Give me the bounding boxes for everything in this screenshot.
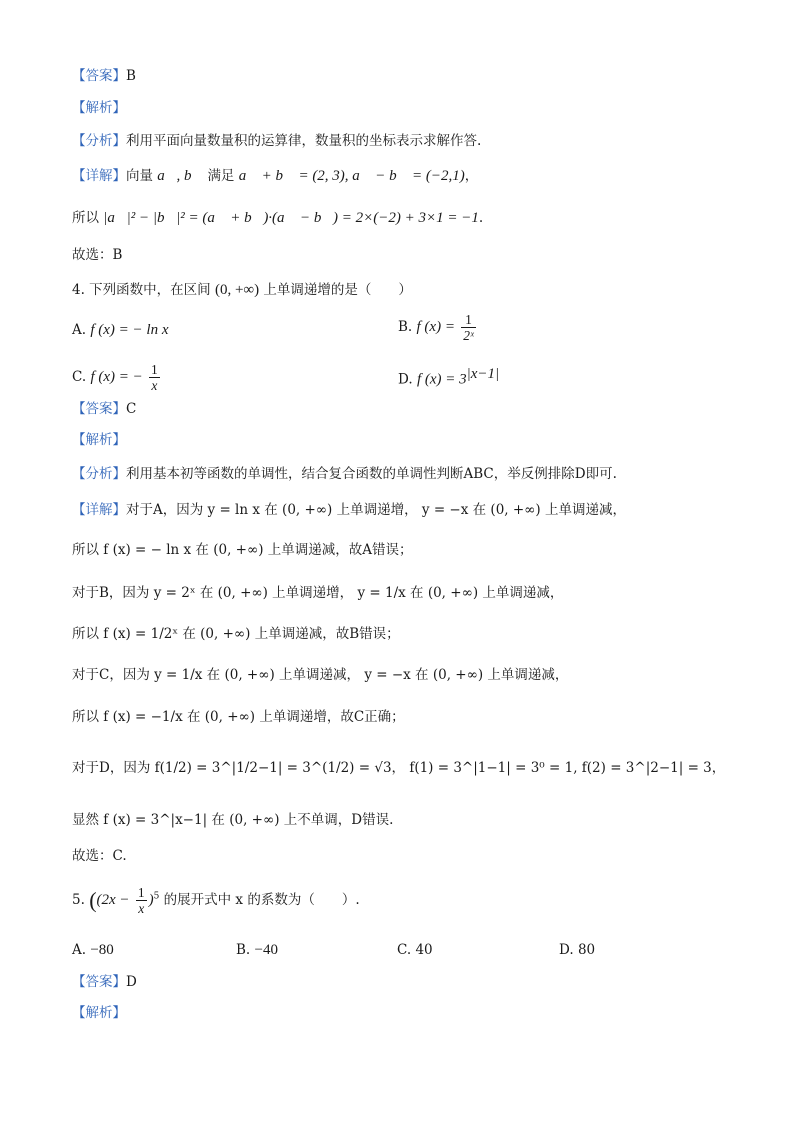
suoyi-end: .: [478, 210, 484, 226]
option-d-math: f (x) = 3: [416, 371, 467, 388]
q5-option-d-label: D.: [559, 942, 574, 958]
detail-line-7-q4: [72, 758, 725, 778]
option-b-fraction: [461, 312, 476, 343]
detail-tag-q4: 【详解】: [72, 502, 126, 518]
q5-number: 5.: [72, 892, 85, 908]
suoyi-text: 所以: [72, 210, 99, 226]
analysis-tag-q5: 【解析】: [72, 1005, 126, 1021]
choose-text-q4: 故选：C.: [72, 848, 127, 864]
q5-option-a-label: A.: [72, 942, 87, 958]
option-b-numerator: 1: [461, 312, 476, 328]
choose-text: 故选：B: [72, 247, 123, 263]
option-c-label: C.: [72, 369, 87, 385]
q4-option-b: [398, 312, 478, 343]
analysis-tag-q4: 【解析】: [72, 432, 126, 448]
q4-stem-post: 上单调递增的是（ ）: [263, 282, 412, 298]
option-d-exponent: |x−1|: [466, 366, 500, 382]
answer-tag-q5: 【答案】: [72, 974, 126, 990]
analysis-heading-q4: [72, 430, 126, 450]
q5-exponent: 5: [153, 891, 160, 902]
detail-text-4: 所以 f (x) = 1/2ˣ 在 (0, +∞) 上单调递减，故B错误；: [72, 626, 400, 642]
q4-option-d: [398, 364, 499, 390]
question-4-stem: [72, 280, 412, 300]
detail-line-2-q4: [72, 540, 413, 560]
fenxi-text: 利用平面向量数量积的运算律，数量积的坐标表示求解作答.: [126, 133, 482, 149]
option-a-math: f (x) = − ln x: [90, 322, 169, 338]
detail-line-q3: [72, 166, 478, 186]
detail-line-3-q4: [72, 583, 563, 603]
choose-line-q4: [72, 846, 127, 866]
vector-vars: a⃗, b⃗: [157, 168, 204, 184]
answer-line-q3: [72, 66, 136, 86]
fenxi-tag: 【分析】: [72, 133, 126, 149]
detail-text-2: 所以 f (x) = − ln x 在 (0, +∞) 上单调递减，故A错误；: [72, 542, 413, 558]
detail-mid: 满足: [207, 168, 235, 184]
q4-option-c: [72, 362, 162, 393]
vector-equations: a⃗ + b⃗ = (2, 3), a⃗ − b⃗ = (−2,1): [238, 168, 465, 184]
detail-line-5-q4: [72, 665, 568, 685]
q5-option-c-value: 40: [415, 942, 433, 958]
q4-interval: (0, +∞): [214, 282, 260, 298]
option-d-label: D.: [398, 371, 413, 388]
analysis-heading-q5: [72, 1003, 126, 1023]
detail-end: ，: [464, 168, 479, 184]
answer-line-q5: [72, 972, 137, 992]
q5-numerator: 1: [137, 885, 145, 900]
dot-product-equation: |a⃗|² − |b⃗|² = (a⃗ + b⃗)·(a⃗ − b⃗) = 2×(−2) + 3×1 = −1: [103, 210, 479, 226]
detail-line-4-q4: [72, 624, 400, 644]
detail-text-7: 对于D，因为 f(1/2) = 3^|1/2−1| = 3^(1/2) = √3， f(1) = 3^|1−1| = 3⁰ = 1, f(2) = 3^|2−1| = 3，: [72, 760, 726, 776]
q5-option-d-value: 80: [577, 942, 596, 958]
detail-tag: 【详解】: [72, 168, 126, 184]
fenxi-line-q4: [72, 464, 617, 484]
fenxi-line-q3: [72, 131, 481, 151]
q4-stem-pre: 4. 下列函数中，在区间: [72, 282, 211, 298]
q5-fraction: [136, 885, 147, 916]
q5-option-b: [236, 940, 278, 960]
fenxi-text-q4: 利用基本初等函数的单调性，结合复合函数的单调性判断ABC，举反例排除D即可.: [126, 466, 617, 482]
detail-line-1-q4: [72, 500, 626, 520]
q5-open-paren: (: [89, 887, 97, 913]
answer-value-q4: C: [126, 401, 137, 417]
detail-text-3: 对于B，因为 y = 2ˣ 在 (0, +∞) 上单调递增， y = 1/x 在 (0, +∞) 上单调递减，: [72, 585, 564, 601]
q5-option-a-value: −80: [90, 942, 114, 958]
answer-tag: 【答案】: [72, 68, 126, 84]
fenxi-tag-q4: 【分析】: [72, 466, 126, 482]
q5-option-c-label: C.: [397, 942, 412, 958]
option-a-label: A.: [72, 322, 87, 338]
option-c-numerator: 1: [151, 362, 158, 377]
option-b-denominator: 2ˣ: [463, 328, 474, 343]
q5-math-pre: (2x −: [96, 892, 130, 908]
detail-text-5: 对于C，因为 y = 1/x 在 (0, +∞) 上单调递减， y = −x 在 (0, +∞) 上单调递减，: [72, 667, 569, 683]
q5-option-d: [559, 940, 595, 960]
detail-line-8-q4: [72, 810, 393, 830]
q5-denominator: x: [138, 901, 145, 916]
option-b-math: f (x) =: [416, 319, 455, 335]
answer-value: B: [126, 68, 136, 84]
question-5-stem: [72, 885, 360, 916]
q5-option-a: [72, 940, 114, 960]
q5-option-b-label: B.: [236, 942, 251, 958]
detail-text-8: 显然 f (x) = 3^|x−1| 在 (0, +∞) 上不单调，D错误.: [72, 812, 394, 828]
detail-line-6-q4: [72, 707, 405, 727]
analysis-heading-q3: [72, 98, 126, 118]
option-c-fraction: [149, 362, 160, 393]
answer-value-q5: D: [126, 974, 137, 990]
answer-line-q4: [72, 399, 136, 419]
option-b-label: B.: [398, 319, 413, 335]
option-c-denominator: x: [151, 378, 158, 393]
suoyi-line-q3: [72, 208, 483, 228]
q5-stem-text: 的展开式中 x 的系数为（ ）.: [163, 892, 360, 908]
detail-text-1: 对于A，因为 y = ln x 在 (0, +∞) 上单调递增， y = −x 在 (0, +∞) 上单调递减，: [126, 502, 626, 518]
q5-option-c: [397, 940, 433, 960]
option-c-math: f (x) = −: [90, 369, 143, 385]
detail-text-6: 所以 f (x) = −1/x 在 (0, +∞) 上单调递增，故C正确；: [72, 709, 405, 725]
answer-tag-q4: 【答案】: [72, 401, 126, 417]
q4-option-a: [72, 320, 168, 340]
q5-math-post: ): [148, 892, 154, 908]
q5-option-b-value: −40: [254, 942, 278, 958]
choose-line-q3: [72, 245, 122, 265]
detail-text: 向量: [126, 168, 153, 184]
analysis-tag: 【解析】: [72, 100, 126, 116]
